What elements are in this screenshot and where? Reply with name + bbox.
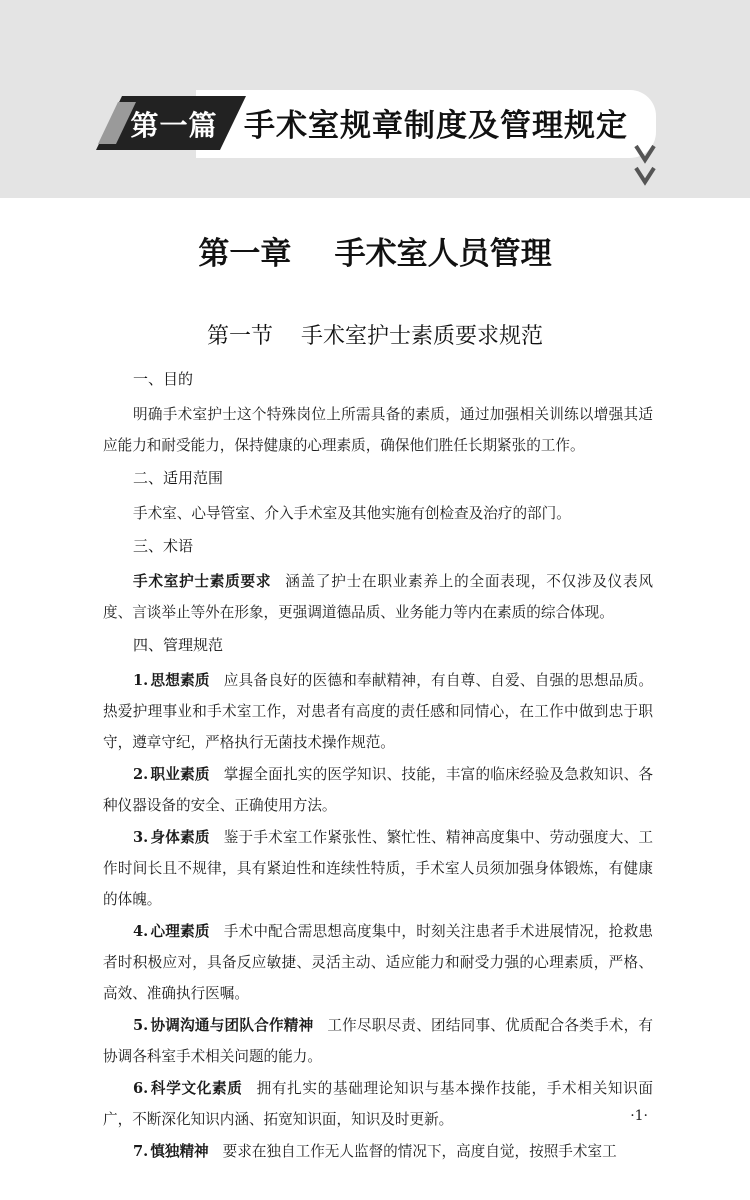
heading-purpose: 一、目的	[133, 370, 194, 388]
item-text: 要求在独自工作无人监督的情况下，高度自觉，按照手术室工	[222, 1143, 617, 1160]
item-text: 拥有扎实的基础理论知识与基本操作技能，手术相关知识面广，不断深化知识内涵、拓宽知识面，知识及时更新。	[103, 1080, 653, 1128]
item-number: 5.	[133, 1017, 149, 1034]
item-number: 3.	[133, 829, 149, 846]
document-body	[103, 368, 653, 1168]
item-term: 职业素质	[150, 766, 210, 783]
management-item	[103, 822, 653, 915]
management-item	[103, 1010, 653, 1072]
part-tag	[96, 96, 246, 150]
item-number: 6.	[133, 1080, 149, 1097]
item-text: 工作尽职尽责、团结同事、优质配合各类手术，有协调各科室手术相关问题的能力。	[103, 1017, 653, 1065]
chevron-down-icon	[634, 143, 656, 193]
heading-scope: 二、适用范围	[133, 469, 224, 487]
item-number: 2.	[133, 766, 149, 783]
term-label: 手术室护士素质要求	[133, 573, 272, 590]
purpose-paragraph: 明确手术室护士这个特殊岗位上所需具备的素质，通过加强相关训练以增强其适应能力和耐受能力，保持健康的心理素质，确保他们胜任长期紧张的工作。	[103, 406, 653, 454]
management-item	[103, 759, 653, 821]
chapter-banner	[0, 0, 750, 198]
management-item	[103, 665, 653, 758]
item-term: 心理素质	[150, 923, 210, 940]
item-term: 协调沟通与团队合作精神	[150, 1017, 314, 1034]
item-text: 鉴于手术室工作紧张性、繁忙性、精神高度集中、劳动强度大、工作时间长且不规律，具有紧迫性和连续性特质，手术室人员须加强身体锻炼，有健康的体魄。	[103, 829, 653, 908]
scope-paragraph: 手术室、心导管室、介入手术室及其他实施有创检查及治疗的部门。	[133, 505, 571, 522]
management-item	[103, 916, 653, 1009]
item-term: 身体素质	[150, 829, 210, 846]
item-number: 1.	[133, 672, 149, 689]
heading-management: 四、管理规范	[133, 636, 224, 654]
item-term: 科学文化素质	[150, 1080, 243, 1097]
item-term: 慎独精神	[150, 1143, 209, 1160]
item-text: 掌握全面扎实的医学知识、技能，丰富的临床经验及急救知识、各种仪器设备的安全、正确使用方法。	[103, 766, 653, 814]
item-number: 7.	[133, 1143, 149, 1160]
part-label: 第一篇	[130, 109, 218, 142]
heading-terms: 三、术语	[133, 537, 194, 555]
part-title: 手术室规章制度及管理规定	[244, 108, 628, 144]
page-number: ·1·	[630, 1108, 648, 1124]
item-number: 4.	[133, 923, 149, 940]
term-definition: 涵盖了护士在职业素养上的全面表现，不仅涉及仪表风度、言谈举止等外在形象，更强调道德品质、业务能力等内在素质的综合体现。	[103, 573, 653, 621]
item-text: 应具备良好的医德和奉献精神，有自尊、自爱、自强的思想品质。热爱护理事业和手术室工作，对患者有高度的责任感和同情心，在工作中做到忠于职守，遵章守纪，严格执行无菌技术操作规范。	[103, 672, 653, 751]
section-title: 第一节 手术室护士素质要求规范	[207, 324, 543, 349]
item-term: 思想素质	[150, 672, 210, 689]
management-item	[103, 1136, 653, 1167]
terms-paragraph	[103, 566, 653, 628]
chapter-title: 第一章 手术室人员管理	[198, 236, 552, 272]
item-text: 手术中配合需思想高度集中，时刻关注患者手术进展情况，抢救患者时积极应对，具备反应敏捷、灵活主动、适应能力和耐受力强的心理素质，严格、高效、准确执行医嘱。	[103, 923, 653, 1002]
management-item	[103, 1073, 653, 1135]
